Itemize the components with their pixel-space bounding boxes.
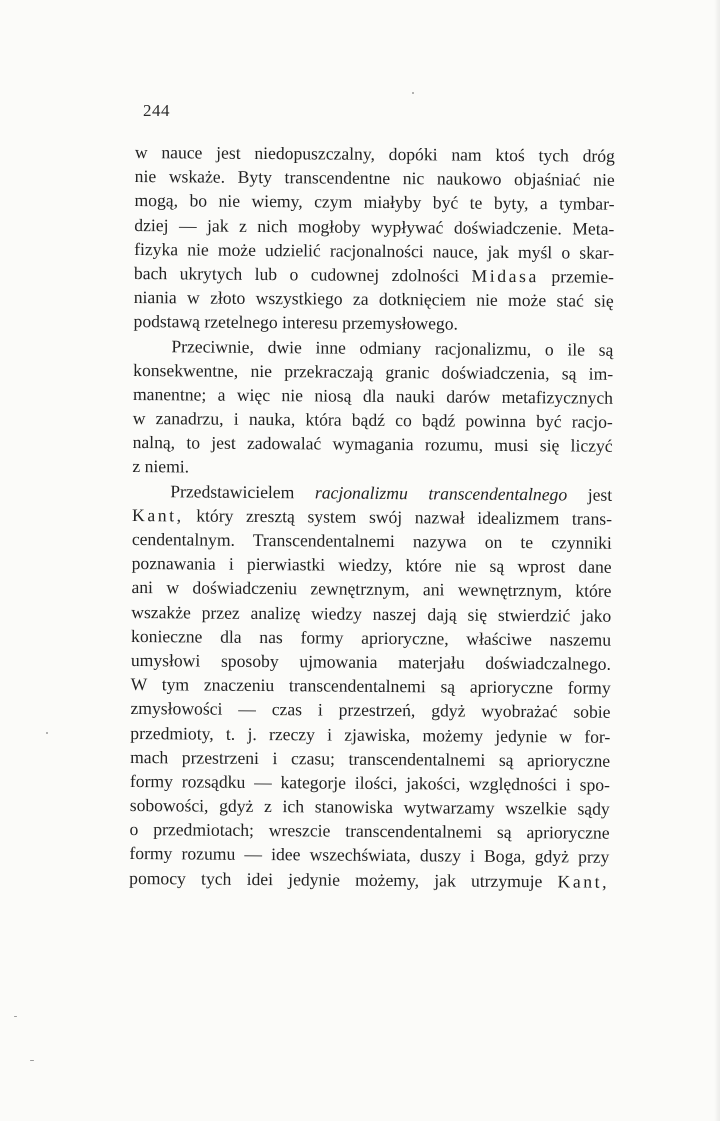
text-line: konieczne dla nas formy aprioryczne, właściwe naszemu: [131, 625, 612, 650]
text-line: formy rozsądku — kategorje ilości, jakości, względności i spo-: [129, 770, 611, 795]
text-segment: Przedstawicielem: [170, 480, 295, 502]
text-segment: pomocy tych idei jedynie możemy, jak utrzymuje: [129, 867, 543, 891]
text-line: podstawą rzetelnego interesu przemysłowego.: [133, 311, 459, 334]
text-line: manentne; a więc nie niosą dla nauki darów metafizycznych: [132, 383, 614, 408]
paragraph-2: [132, 333, 613, 482]
text-line: mogą, bo nie wiemy, czym miałyby być te byty, a tymbar-: [134, 190, 615, 215]
text-line: w zanadrzu, i nauka, która bądź co bądź powinna być racjo-: [132, 408, 613, 432]
text-line: cendentalnym. Transcendentalnemi nazywa on te czynniki: [131, 528, 612, 553]
text-line: z niemi.: [132, 456, 190, 477]
text-line: Przeciwnie, dwie inne odmiany racjonalizmu, o ile są: [171, 335, 614, 360]
text-line: zmysłowości — czas i przestrzeń, gdyż wyobrażać sobie: [130, 698, 611, 723]
text-segment: bach ukrytych lub o cudownej zdolności: [133, 262, 460, 286]
text-line: sobowości, gdyż z ich stanowiska wytwarzamy wszelkie sądy: [129, 795, 610, 819]
paper-speck: [14, 1016, 17, 1017]
paper-speck: [30, 1060, 34, 1061]
paragraph-1: [133, 140, 615, 337]
text-segment: przemie-: [551, 266, 615, 287]
text-line: mach przestrzeni i czasu; transcendentalnemi są aprioryczne: [130, 746, 611, 771]
text-line: ani w doświadczeniu zewnętrznym, ani wewnętrznym, które: [131, 577, 612, 602]
text-line: formy rozumu — idee wszechświata, duszy i Boga, gdyż przy: [129, 843, 610, 868]
text-line: nie wskaże. Byty transcendentne nic naukowo objaśniać nie: [134, 166, 615, 190]
italic-term: racjonalizmu transcendentalnego: [314, 482, 568, 505]
text-segment: jest: [587, 484, 613, 505]
text-line-italic: [132, 479, 612, 507]
text-line: o przedmiotach; wreszcie transcendentalnemi są aprioryczne: [129, 819, 610, 843]
paragraph-3: [129, 479, 612, 894]
page-number: 244: [143, 101, 170, 120]
paper-speck: [412, 92, 414, 94]
text-line: w nauce jest niedopuszczalny, dopóki nam ktoś tych dróg: [134, 141, 615, 166]
spaced-name-kant: Kant,: [131, 504, 184, 526]
text-line: dziej — jak z nich mogłoby wypływać doświadczenie. Meta-: [134, 214, 615, 239]
text-segment: który zresztą system swój nazwał idealizmem trans-: [196, 505, 613, 529]
text-line: fizyka nie może udzielić racjonalności nauce, jak myśl o skar-: [134, 238, 615, 263]
text-line: poznawania i pierwiastki wiedzy, które nie są wprost dane: [131, 553, 612, 577]
body-text: [129, 140, 615, 894]
text-line: konsekwentne, nie przekraczają granic doświadczenia, są im-: [133, 359, 614, 384]
page-edge-shadow: [714, 0, 720, 1121]
text-line: niania w złoto wszystkiego za dotknięciem nie może stać się: [133, 287, 614, 311]
text-line: przedmioty, t. j. rzeczy i zjawiska, możemy jedynie w for-: [130, 722, 611, 747]
text-line-final-kant: [129, 866, 609, 894]
text-line: wszakże przez analizę wiedzy naszej dają się stwierdzić jako: [131, 601, 612, 626]
spaced-name-kant: Kant,: [557, 870, 610, 892]
text-line: nalną, to jest zadowalać wymagania rozumu, musi się liczyć: [132, 432, 613, 457]
spaced-name-midas: Midasa: [471, 265, 540, 287]
text-line: umysłowi sposoby ujmowania materjału doświadczalnego.: [130, 649, 611, 674]
paper-speck: [46, 732, 48, 734]
text-line: W tym znaczeniu transcendentalnemi są aprioryczne formy: [130, 674, 611, 698]
